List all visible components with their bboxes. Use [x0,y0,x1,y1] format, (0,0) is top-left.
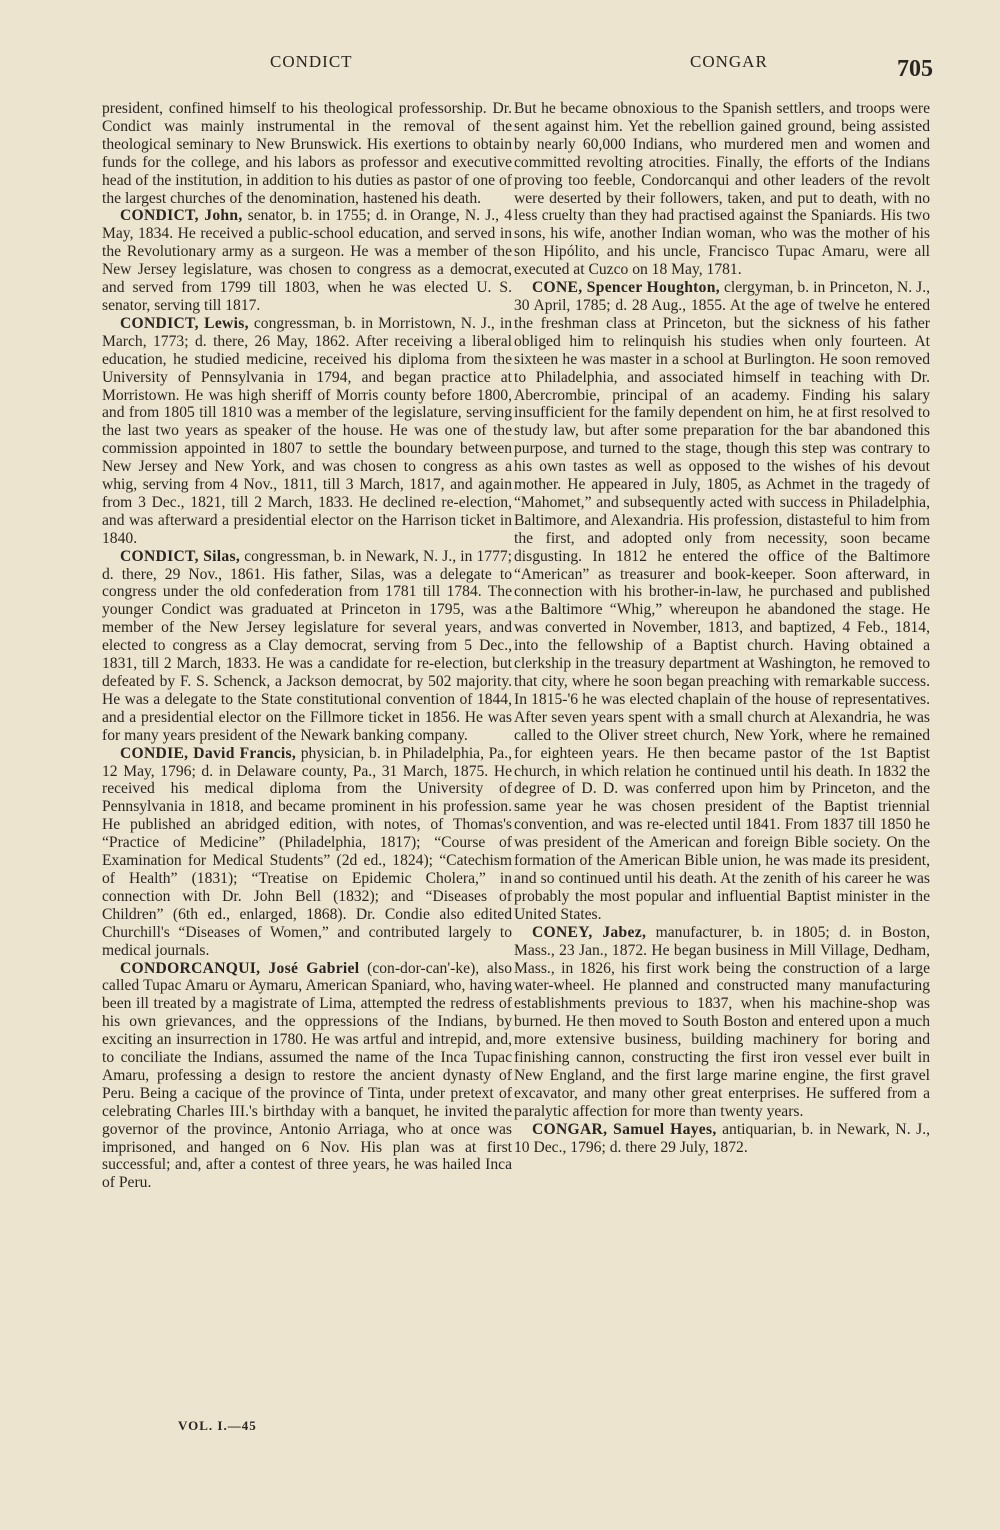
entry-text: senator, b. in 1755; d. in Orange, N. J., 4 May, 1834. He received a public-school education, and served in the Revolutionary army as a surgeon. He was a member of the New Jersey legislature, was chosen to congress as a democrat, and served from 1799 till 1803, when he was elected U. S. senator, serving till 1817. [102,207,512,314]
entry-headword: CONDORCANQUI, José Gabriel [120,959,360,977]
left-column [102,100,512,1192]
running-head-right: CONGAR [690,52,768,71]
entry-text: president, confined himself to his theological professorship. Dr. Condict was mainly instrumental in the removal of the theological seminary to New Brunswick. His exertions to obtain funds for the college, and his labors as professor and executive head of the institution, in addition to his duties as pastor of one of the largest churches of the denomination, hastened his death. [102,100,512,207]
entry-text: congressman, b. in Newark, N. J., in 1777; d. there, 29 Nov., 1861. His father, Silas, was a delegate to congress under the old confederation from 1781 till 1784. The younger Condict was graduated at Princeton in 1795, was a member of the New Jersey legislature for several years, and elected to congress as a Clay democrat, serving from 5 Dec., 1831, till 2 March, 1833. He was a candidate for re-election, but defeated by F. S. Schenck, a Jackson democrat, by 502 majority. He was a delegate to the State constitutional convention of 1844, and a presidential elector on the Fillmore ticket in 1856. He was for many years president of the Newark banking company. [102,547,512,744]
running-head-left: CONDICT [270,52,353,71]
entry-continuation [102,100,512,207]
entry-text: But he became obnoxious to the Spanish settlers, and troops were sent against him. Yet the rebellion gained ground, being assisted by nearly 60,000 Indians, who murdered men and women and committed revolting atrocities. Finally, the efforts of the Indians proving too feeble, Condorcanqui and other leaders of the revolt were deserted by their followers, taken, and put to death, with no less cruelty than they had practised against the Spaniards. His two sons, his wife, another Indian woman, who was the mother of his son Hipólito, and his uncle, Francisco Tupac Amaru, were all executed at Cuzco on 18 May, 1781. [514,100,930,279]
entry-congar-samuel [514,1121,930,1157]
entry-text: antiquarian, b. in Newark, N. J., 10 Dec., 1796; d. there 29 July, 1872. [514,1120,930,1156]
entry-headword: CONGAR, Samuel Hayes, [532,1120,717,1138]
entry-headword: CONDICT, John, [120,207,243,225]
signature-mark: VOL. I.—45 [178,1418,257,1433]
entry-headword: CONEY, Jabez, [532,923,647,941]
page-number: 705 [897,56,933,82]
entry-text: clergyman, b. in Princeton, N. J., 30 April, 1785; d. 28 Aug., 1855. At the age of twelve he entered the freshman class at Princeton, but the sickness of his father obliged him to relinquish his studies when only fourteen. At sixteen he was master in a school at Burlington. He soon removed to Philadelphia, and associated himself in teaching with Dr. Abercrombie, principal of an academy. Finding his salary insufficient for the family dependent on him, he at first resolved to study law, but after some preparation for the bar abandoned this purpose, and turned to the stage, though this step was contrary to his own tastes as well as opposed to the wishes of his devout mother. He appeared in July, 1805, as Achmet in the tragedy of “Mahomet,” and subsequently acted with success in Philadelphia, Baltimore, and Alexandria. His profession, distasteful to him from the first, and adopted only from necessity, soon became disgusting. In 1812 he entered the office of the Baltimore “American” as treasurer and book-keeper. Soon afterward, in connection with his brother-in-law, he purchased and published the Baltimore “Whig,” whereupon he abandoned the stage. He was converted in November, 1813, and baptized, 4 Feb., 1814, into the fellowship of a Baptist church. Having obtained a clerkship in the treasury department at Washington, he removed to that city, where he soon began preaching with remarkable success. In 1815-'6 he was elected chaplain of the house of representatives. After seven years spent with a small church at Alexandria, he was called to the Oliver street church, New York, where he remained for eighteen years. He then became pastor of the 1st Baptist church, in which relation he continued until his death. In 1832 the degree of D. D. was conferred upon him by Princeton, and the same year he was chosen president of the Baptist triennial convention, and was re-elected until 1841. From 1837 till 1850 he was president of the American and foreign Bible society. On the formation of the American Bible union, he was made its president, and so continued until his death. At the zenith of his career he was probably the most popular and influential Baptist minister in the United States. [514,279,931,923]
entry-condie-david [102,745,512,960]
entry-text: physician, b. in Philadelphia, Pa., 12 May, 1796; d. in Delaware county, Pa., 31 March, 1875. He received his medical diploma from the University of Pennsylvania in 1818, and became prominent in his profession. He published an abridged edition, with notes, of Thomas's “Practice of Medicine” (Philadelphia, 1817); “Course of Examination for Medical Students” (2d ed., 1824); “Catechism of Health” (1831); “Treatise on Epidemic Cholera,” in connection with Dr. John Bell (1832); and “Diseases of Children” (6th ed., enlarged, 1868). Dr. Condie also edited Churchill's “Diseases of Women,” and contributed largely to medical journals. [102,744,512,959]
entry-cone-spencer [514,279,930,924]
entry-headword: CONDIE, David Francis, [120,744,297,762]
entry-text: congressman, b. in Morristown, N. J., in March, 1773; d. there, 26 May, 1862. After receiving a liberal education, he studied medicine, received his diploma from the University of Pennsylvania in 1794, and began practice at Morristown. He was high sheriff of Morris county before 1800, and from 1805 till 1810 was a member of the legislature, serving the last two years as speaker of the house. He was one of the commission appointed in 1807 to settle the boundary between New Jersey and New York, and was chosen to congress as a whig, serving from 4 Nov., 1811, till 3 March, 1817, and again from 3 Dec., 1821, till 2 March, 1833. He declined re-election, and was afterward a presidential elector on the Harrison ticket in 1840. [102,314,512,547]
right-column [514,100,930,1156]
entry-text: (con-dor-can'-ke), also called Tupac Amaru or Aymaru, American Spaniard, who, having been ill treated by a magistrate of Lima, attempted the redress of his own grievances, and the oppressions of the Indians, by exciting an insurrection in 1780. He was artful and intrepid, and, to conciliate the Indians, assumed the name of the Inca Tupac Amaru, professing a design to restore the ancient dynasty of Peru. Being a cacique of the province of Tinta, under pretext of celebrating Charles III.'s birthday with a banquet, he invited the governor of the province, Antonio Arriaga, who at once was imprisoned, and hanged on 6 Nov. His plan was at first successful; and, after a contest of three years, he was hailed Inca of Peru. [102,959,513,1192]
entry-text: manufacturer, b. in 1805; d. in Boston, Mass., 23 Jan., 1872. He began business in Mill Village, Dedham, Mass., in 1826, his first work being the construction of a large water-wheel. He planned and constructed many manufacturing establishments previous to 1837, when his machine-shop was burned. He then moved to South Boston and entered upon a much more extensive business, building machinery for boring and finishing cannon, constructing the first iron vessel ever built in New England, and the first large marine engine, the first gravel excavator, and many other great enterprises. He suffered from a paralytic affection for more than twenty years. [514,923,930,1120]
entry-headword: CONE, Spencer Houghton, [532,279,720,297]
entry-headword: CONDICT, Silas, [120,547,241,565]
entry-continuation [514,100,930,279]
entry-condorcanqui [102,960,512,1193]
entry-condict-lewis [102,315,512,548]
entry-condict-john [102,207,512,314]
entry-condict-silas [102,548,512,745]
entry-headword: CONDICT, Lewis, [120,314,249,332]
entry-coney-jabez [514,924,930,1121]
